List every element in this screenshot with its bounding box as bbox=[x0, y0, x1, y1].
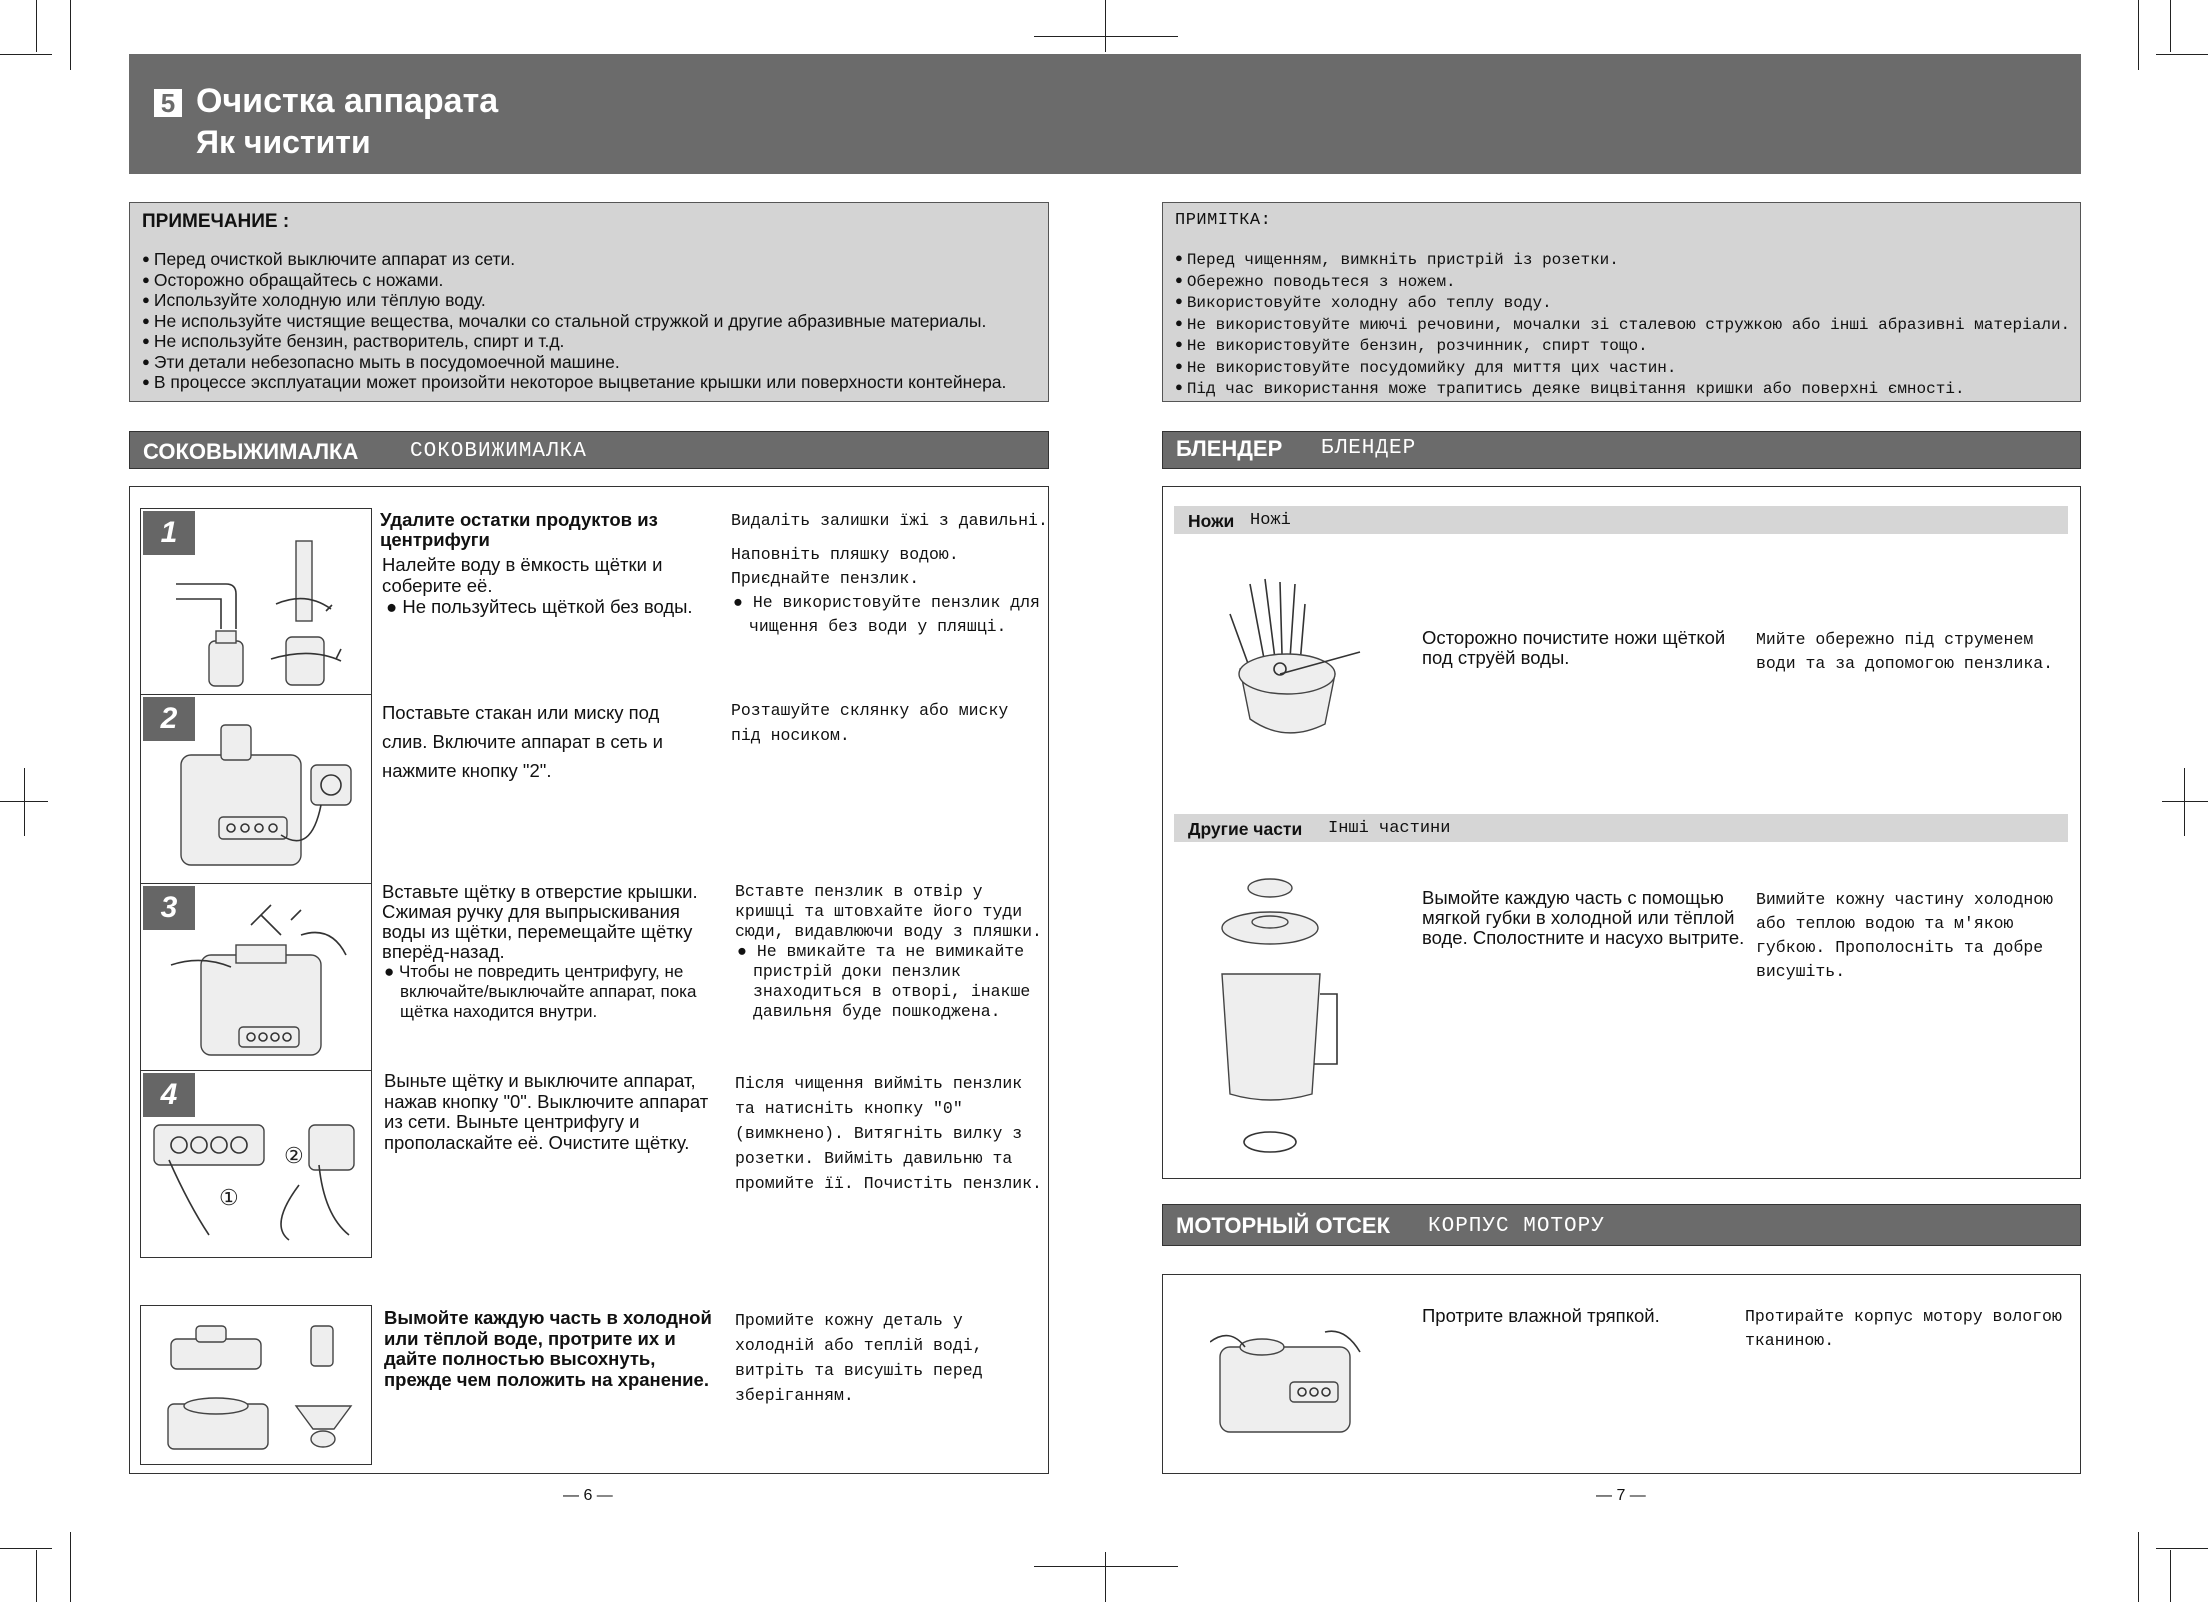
section-header bbox=[129, 54, 2081, 174]
other-parts-text-ua: Вимийте кожну частину холодною або теплою водою та м'якою губкою. Прополосніть та добре висушіть. bbox=[1756, 890, 2054, 981]
step2-text-ru: Поставьте стакан или миску под слив. Включите аппарат в сеть и нажмите кнопку "2". bbox=[382, 702, 663, 781]
other-parts-text-ru: Вымойте каждую часть с помощью мягкой губки в холодной или тёплой воде. Сполостните и насухо вытрите. bbox=[1422, 887, 1745, 948]
note-title: ПРИМІТКА: bbox=[1175, 211, 1272, 230]
juicer-title-ua: СОКОВИЖИМАЛКА bbox=[410, 440, 587, 463]
final-text-ua: Промийте кожну деталь у холодній або теплій воді, витріть та висушіть перед зберіганням. bbox=[735, 1311, 983, 1405]
blender-title-ua: БЛЕНДЕР bbox=[1321, 437, 1417, 460]
step3-illustration bbox=[161, 895, 366, 1065]
crop-mark bbox=[70, 1532, 71, 1602]
note-item: ● Осторожно обращайтесь с ножами. bbox=[142, 270, 1006, 291]
note-item: ● Не используйте бензин, растворитель, спирт и т.д. bbox=[142, 331, 1006, 352]
motor-text-ru: Протрите влажной тряпкой. bbox=[1422, 1305, 1660, 1326]
blender-parts-illustration bbox=[1212, 874, 1352, 1164]
note-item: ● Не используйте чистящие вещества, мочалки со стальной стружкой и другие абразивные материалы. bbox=[142, 311, 1006, 332]
step-badge: 2 bbox=[143, 697, 195, 741]
crop-mark bbox=[24, 768, 25, 836]
note-item: ● Перед чищенням, вимкніть пристрій із розетки. bbox=[1175, 249, 2070, 271]
knives-text-ru: Осторожно почистите ножи щёткой под струёй воды. bbox=[1422, 627, 1726, 668]
crop-mark bbox=[1105, 0, 1106, 52]
juicer-bar bbox=[129, 431, 1049, 469]
crop-mark bbox=[1034, 36, 1178, 37]
step3-bullet-ua: ● Не вмикайте та не вимикайте пристрій доки пензлик знаходиться в отворі, інакше давильня буде пошкоджена. bbox=[737, 942, 1031, 1021]
step1-body: Налейте воду в ёмкость щётки и соберите её. bbox=[382, 554, 663, 596]
step-badge: 1 bbox=[143, 511, 195, 555]
crop-mark bbox=[2156, 1548, 2208, 1549]
section-title-ru: Очистка аппарата bbox=[196, 82, 499, 120]
step1-text-ua bbox=[731, 510, 1049, 639]
page-number-left: — 6 — bbox=[563, 1487, 613, 1504]
parts-illustration bbox=[156, 1314, 356, 1459]
final-text-ru: Вымойте каждую часть в холодной или тёплой воде, протрите их и дайте полностью высохнуть, прежде чем положить на хранение. bbox=[384, 1307, 712, 1390]
crop-mark bbox=[2156, 54, 2208, 55]
knives-subheader bbox=[1174, 506, 2068, 534]
crop-mark bbox=[2170, 1550, 2171, 1602]
circle-label-1: ① bbox=[219, 1185, 239, 1210]
crop-mark bbox=[36, 1550, 37, 1602]
page-number-right: — 7 — bbox=[1596, 1487, 1646, 1504]
note-ua bbox=[1162, 202, 2081, 402]
crop-mark bbox=[2138, 1532, 2139, 1602]
crop-mark bbox=[2138, 0, 2139, 70]
motor-illustration bbox=[1210, 1322, 1370, 1442]
step-badge: 3 bbox=[143, 886, 195, 930]
knives-label-ua: Ножі bbox=[1250, 511, 1291, 530]
step1-text-ru bbox=[380, 510, 710, 617]
blender-bar bbox=[1162, 431, 2081, 469]
step-badge: 4 bbox=[143, 1073, 195, 1117]
step1-illustration bbox=[171, 529, 361, 689]
note-item: ● Не використовуйте миючі речовини, мочалки зі сталевою стружкою або інші абразивні матеріали. bbox=[1175, 314, 2070, 336]
knives-illustration bbox=[1220, 574, 1370, 744]
section-number: 5 bbox=[154, 89, 182, 117]
knives-label-ru: Ножи bbox=[1188, 511, 1235, 531]
crop-mark bbox=[0, 54, 52, 55]
other-parts-subheader bbox=[1174, 814, 2068, 842]
crop-mark bbox=[2184, 768, 2185, 836]
note-item: ● Використовуйте холодну або теплу воду. bbox=[1175, 292, 2070, 314]
step4-illustration bbox=[149, 1085, 369, 1250]
step4-text-ru: Выньте щётку и выключите аппарат, нажав кнопку "0". Выключите аппарат из сети. Выньте центрифугу и прополаскайте её. Очистите щётку. bbox=[384, 1070, 709, 1153]
step4-text-ua: Після чищення вийміть пензлик та натисніть кнопку "0" (вимкнено). Витягніть вилку з розетки. Вийміть давильню та промийте її. Почистіть пензлик. bbox=[735, 1074, 1042, 1193]
step-images bbox=[140, 508, 372, 1258]
step2-illustration bbox=[161, 705, 366, 875]
step1-heading-ua: Видаліть залишки їжі з давильні. bbox=[731, 511, 1048, 530]
step3-text-ru bbox=[382, 882, 722, 1022]
crop-mark bbox=[36, 0, 37, 52]
crop-mark bbox=[2170, 0, 2171, 52]
motor-title-ua: КОРПУС МОТОРУ bbox=[1428, 1215, 1605, 1238]
motor-bar bbox=[1162, 1204, 2081, 1246]
note-item: ● Не використовуйте посудомийку для миття цих частин. bbox=[1175, 357, 2070, 379]
note-ru bbox=[129, 202, 1049, 402]
crop-mark bbox=[70, 0, 71, 70]
parts-image bbox=[140, 1305, 372, 1465]
note-list bbox=[1175, 249, 2070, 400]
step2-text-ua: Розташуйте склянку або миску під носиком. bbox=[731, 701, 1009, 745]
crop-mark bbox=[1105, 1552, 1106, 1602]
note-item: ● Не використовуйте бензин, розчинник, спирт тощо. bbox=[1175, 335, 2070, 357]
step3-bullet: ● Чтобы не повредить центрифугу, не включайте/выключайте аппарат, пока щётка находится внутри. bbox=[384, 962, 697, 1021]
step1-body-ua: Наповніть пляшку водою. Приєднайте пензлик. bbox=[731, 545, 959, 588]
crop-mark bbox=[1034, 1566, 1178, 1567]
knives-text-ua: Мийте обережно під струменем води та за допомогою пензлика. bbox=[1756, 630, 2054, 673]
crop-mark bbox=[2162, 801, 2208, 802]
motor-text-ua: Протирайте корпус мотору вологою тканиною. bbox=[1745, 1307, 2062, 1350]
circle-label-2: ② bbox=[284, 1143, 304, 1168]
motor-title-ru: МОТОРНЫЙ ОТСЕК bbox=[1176, 1213, 1391, 1238]
step3-body: Вставьте щётку в отверстие крышки. Сжимая ручку для выпрыскивания воды из щётки, перемещайте щётку вперёд-назад. bbox=[382, 881, 698, 962]
note-item: ● Обережно поводьтеся з ножем. bbox=[1175, 271, 2070, 293]
juicer-title-ru: СОКОВЫЖИМАЛКА bbox=[143, 439, 359, 464]
note-list bbox=[142, 249, 1006, 393]
note-title: ПРИМЕЧАНИЕ : bbox=[142, 211, 290, 232]
step1-bullet-ua: ● Не використовуйте пензлик для чищення без води у пляшці. bbox=[733, 593, 1040, 636]
note-item: ● Используйте холодную или тёплую воду. bbox=[142, 290, 1006, 311]
note-item: ● В процессе эксплуатации может произойти некоторое выцветание крышки или поверхности контейнера. bbox=[142, 372, 1006, 393]
step1-heading: Удалите остатки продуктов из центрифуги bbox=[380, 509, 658, 550]
other-parts-label-ru: Другие части bbox=[1188, 819, 1303, 839]
note-item: ● Перед очисткой выключите аппарат из сети. bbox=[142, 249, 1006, 270]
other-parts-label-ua: Інші частини bbox=[1328, 819, 1451, 838]
step3-text-ua bbox=[735, 882, 1045, 1022]
blender-title-ru: БЛЕНДЕР bbox=[1176, 436, 1283, 461]
section-title-ua: Як чистити bbox=[196, 124, 371, 160]
step3-body-ua: Вставте пензлик в отвір у кришці та штовхайте його туди сюди, видавлюючи воду з пляшки. bbox=[735, 882, 1042, 941]
note-item: ● Під час використання може трапитись деяке вицвітання кришки або поверхні ємності. bbox=[1175, 378, 2070, 400]
crop-mark bbox=[0, 1548, 52, 1549]
note-item: ● Эти детали небезопасно мыть в посудомоечной машине. bbox=[142, 352, 1006, 373]
step1-bullet: ● Не пользуйтесь щёткой без воды. bbox=[386, 596, 693, 617]
